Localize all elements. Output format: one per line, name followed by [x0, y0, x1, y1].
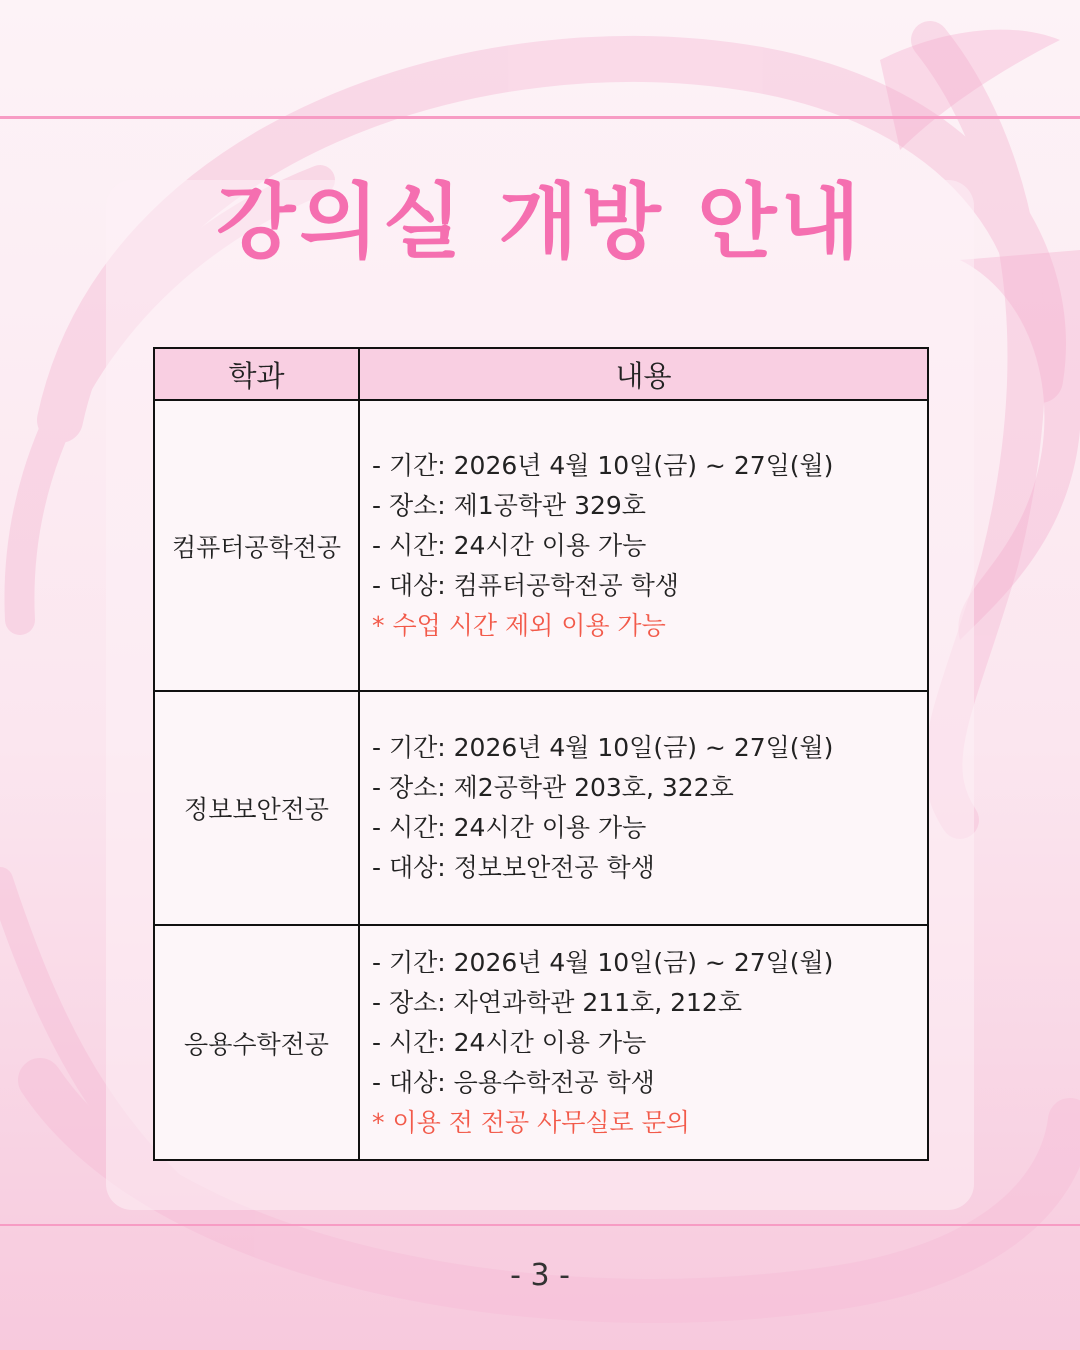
bottom-divider	[0, 1224, 1080, 1226]
department-cell: 컴퓨터공학전공	[154, 400, 359, 691]
note-line: * 이용 전 전공 사무실로 문의	[372, 1107, 690, 1137]
location-line: - 장소: 제1공학관 329호	[372, 490, 646, 520]
department-cell: 정보보안전공	[154, 691, 359, 925]
table-row	[154, 691, 928, 925]
period-line: - 기간: 2026년 4월 10일(금) ~ 27일(월)	[372, 947, 834, 977]
content-cell	[359, 691, 928, 925]
table-row	[154, 400, 928, 691]
table-header-row	[154, 348, 928, 400]
page-number: - 3 -	[510, 1258, 570, 1293]
hours-line: - 시간: 24시간 이용 가능	[372, 530, 647, 560]
header-content: 내용	[359, 348, 928, 400]
header-department: 학과	[154, 348, 359, 400]
department-cell: 응용수학전공	[154, 925, 359, 1160]
target-line: - 대상: 응용수학전공 학생	[372, 1067, 655, 1097]
hours-line: - 시간: 24시간 이용 가능	[372, 1027, 647, 1057]
target-line: - 대상: 컴퓨터공학전공 학생	[372, 570, 679, 600]
page-title: 강의실 개방 안내	[216, 175, 864, 270]
period-line: - 기간: 2026년 4월 10일(금) ~ 27일(월)	[372, 733, 834, 762]
period-line: - 기간: 2026년 4월 10일(금) ~ 27일(월)	[372, 450, 834, 480]
target-line: - 대상: 정보보안전공 학생	[372, 853, 655, 882]
location-line: - 장소: 자연과학관 211호, 212호	[372, 987, 742, 1017]
content-cell	[359, 925, 928, 1160]
classroom-info-table	[153, 347, 929, 1161]
content-cell	[359, 400, 928, 691]
location-line: - 장소: 제2공학관 203호, 322호	[372, 773, 734, 802]
hours-line: - 시간: 24시간 이용 가능	[372, 813, 647, 842]
note-line: * 수업 시간 제외 이용 가능	[372, 610, 666, 640]
top-divider	[0, 116, 1080, 119]
table-row	[154, 925, 928, 1160]
